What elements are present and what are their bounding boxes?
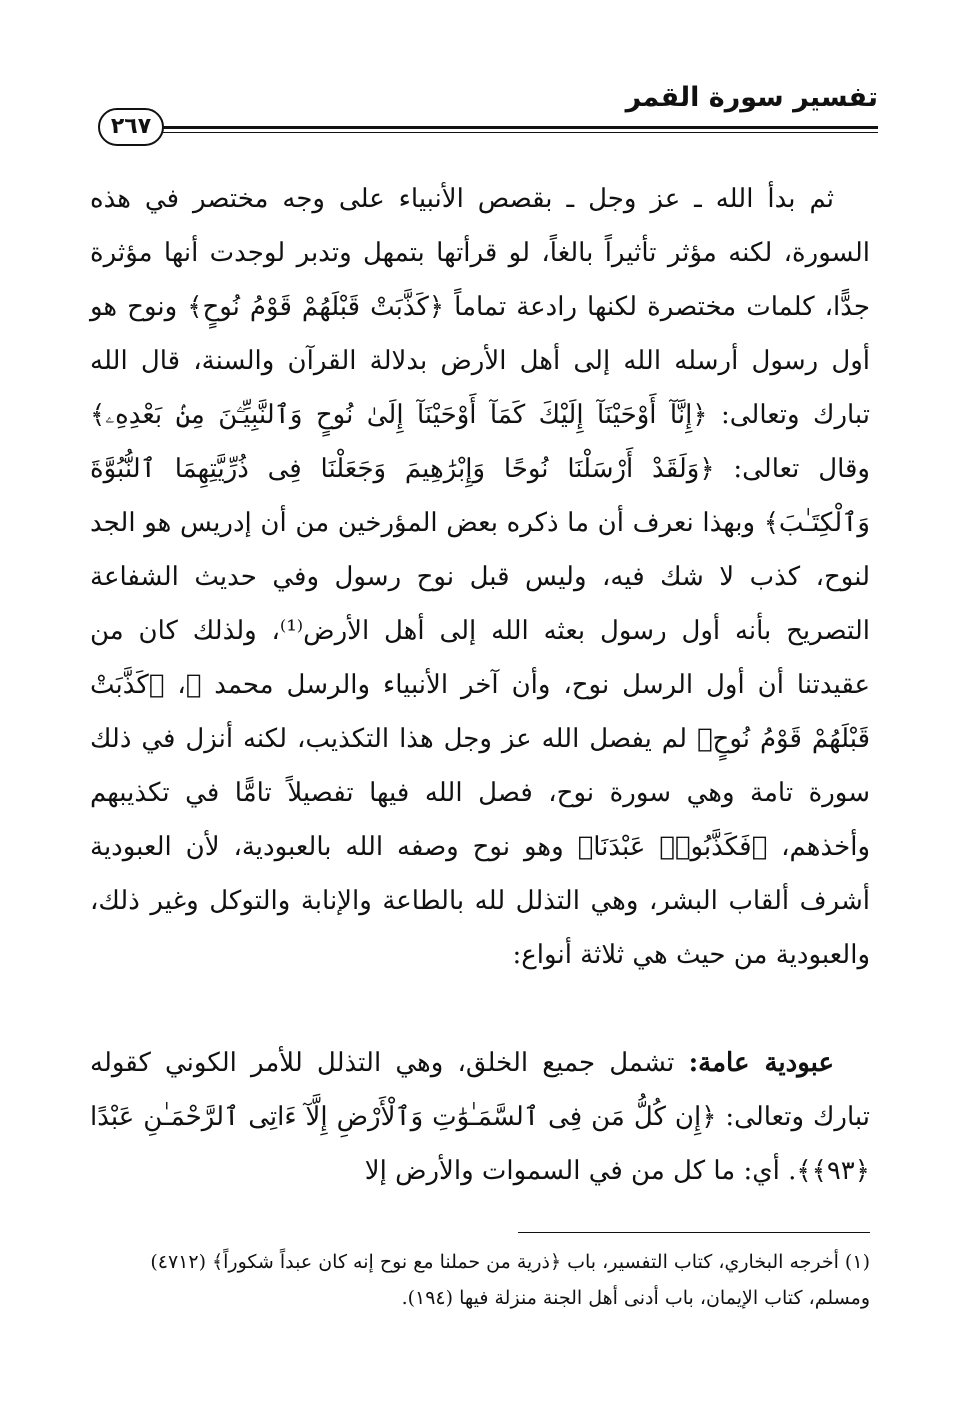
- paragraph-2: [90, 1036, 870, 1198]
- main-text: [90, 172, 870, 1198]
- footnote-rule: [518, 1232, 870, 1233]
- paragraph-1: ثم بدأ الله ـ عز وجل ـ بقصص الأنبياء على وجه مختصر في هذه السورة، لكنه مؤثر تأثيراً بالغاً، لو قرأتها بتمهل وتدبر لوجدت أنها مؤثرة جدًّا، كلمات مختصرة لكنها رادعة تماماً ﴿كَذَّبَتْ قَبْلَهُمْ قَوْمُ نُوحٍ﴾ ونوح هو أول رسول أرسله الله إلى أهل الأرض بدلالة القرآن والسنة، قال الله تبارك وتعالى: ﴿إِنَّآ أَوْحَيْنَآ إِلَيْكَ كَمَآ أَوْحَيْنَآ إِلَىٰ نُوحٍ وَٱلنَّبِيِّـۧنَ مِنۢ بَعْدِهِۦ﴾ وقال تعالى: ﴿وَلَقَدْ أَرْسَلْنَا نُوحًا وَإِبْرَٰهِيمَ وَجَعَلْنَا فِى ذُرِّيَّتِهِمَا ٱلنُّبُوَّةَ وَٱلْكِتَـٰبَ﴾ وبهذا نعرف أن ما ذكره بعض المؤرخين من أن إدريس هو الجد لنوح، كذب لا شك فيه، وليس قبل نوح رسول وفي حديث الشفاعة التصريح بأنه أول رسول بعثه الله إلى أهل الأرض⁽¹⁾، ولذلك كان من عقيدتنا أن أول الرسل نوح، وأن آخر الأنبياء والرسل محمد ﷺ، ﴿كَذَّبَتْ قَبْلَهُمْ قَوْمُ نُوحٍ﴾ لم يفصل الله عز وجل هذا التكذيب، لكنه أنزل في ذلك سورة تامة وهي سورة نوح، فصل الله فيها تفصيلاً تامًّا في تكذيبهم وأخذهم، ﴿فَكَذَّبُوا۟ عَبْدَنَا﴾ وهو نوح وصفه الله بالعبودية، لأن العبودية أشرف ألقاب البشر، وهي التذلل لله بالطاعة والإنابة والتوكل وغير ذلك، والعبودية من حيث هي ثلاثة أنواع:: [90, 184, 870, 970]
- header-rule: [160, 126, 878, 133]
- footnote: (١) أخرجه البخاري، كتاب التفسير، باب ﴿ذرية من حملنا مع نوح إنه كان عبداً شكوراً﴾ (٤٧١٢) ومسلم، كتاب الإيمان، باب أدنى أهل الجنة منزلة فيها (١٩٤).: [150, 1251, 870, 1309]
- paragraph-2-text: تشمل جميع الخلق، وهي التذلل للأمر الكوني كقوله تبارك وتعالى: ﴿إِن كُلُّ مَن فِى ٱلسَّمَـٰوَٰتِ وَٱلْأَرْضِ إِلَّآ ءَاتِى ٱلرَّحْمَـٰنِ عَبْدًا ﴿٩٣﴾﴾. أي: ما كل من في السموات والأرض إلا: [90, 1048, 870, 1186]
- page-number: ٢٦٧: [98, 108, 164, 146]
- page-header: [98, 82, 878, 152]
- paragraph-2-lead: عبودية عامة:: [688, 1048, 834, 1078]
- running-title: تفسير سورة القمر: [625, 82, 878, 113]
